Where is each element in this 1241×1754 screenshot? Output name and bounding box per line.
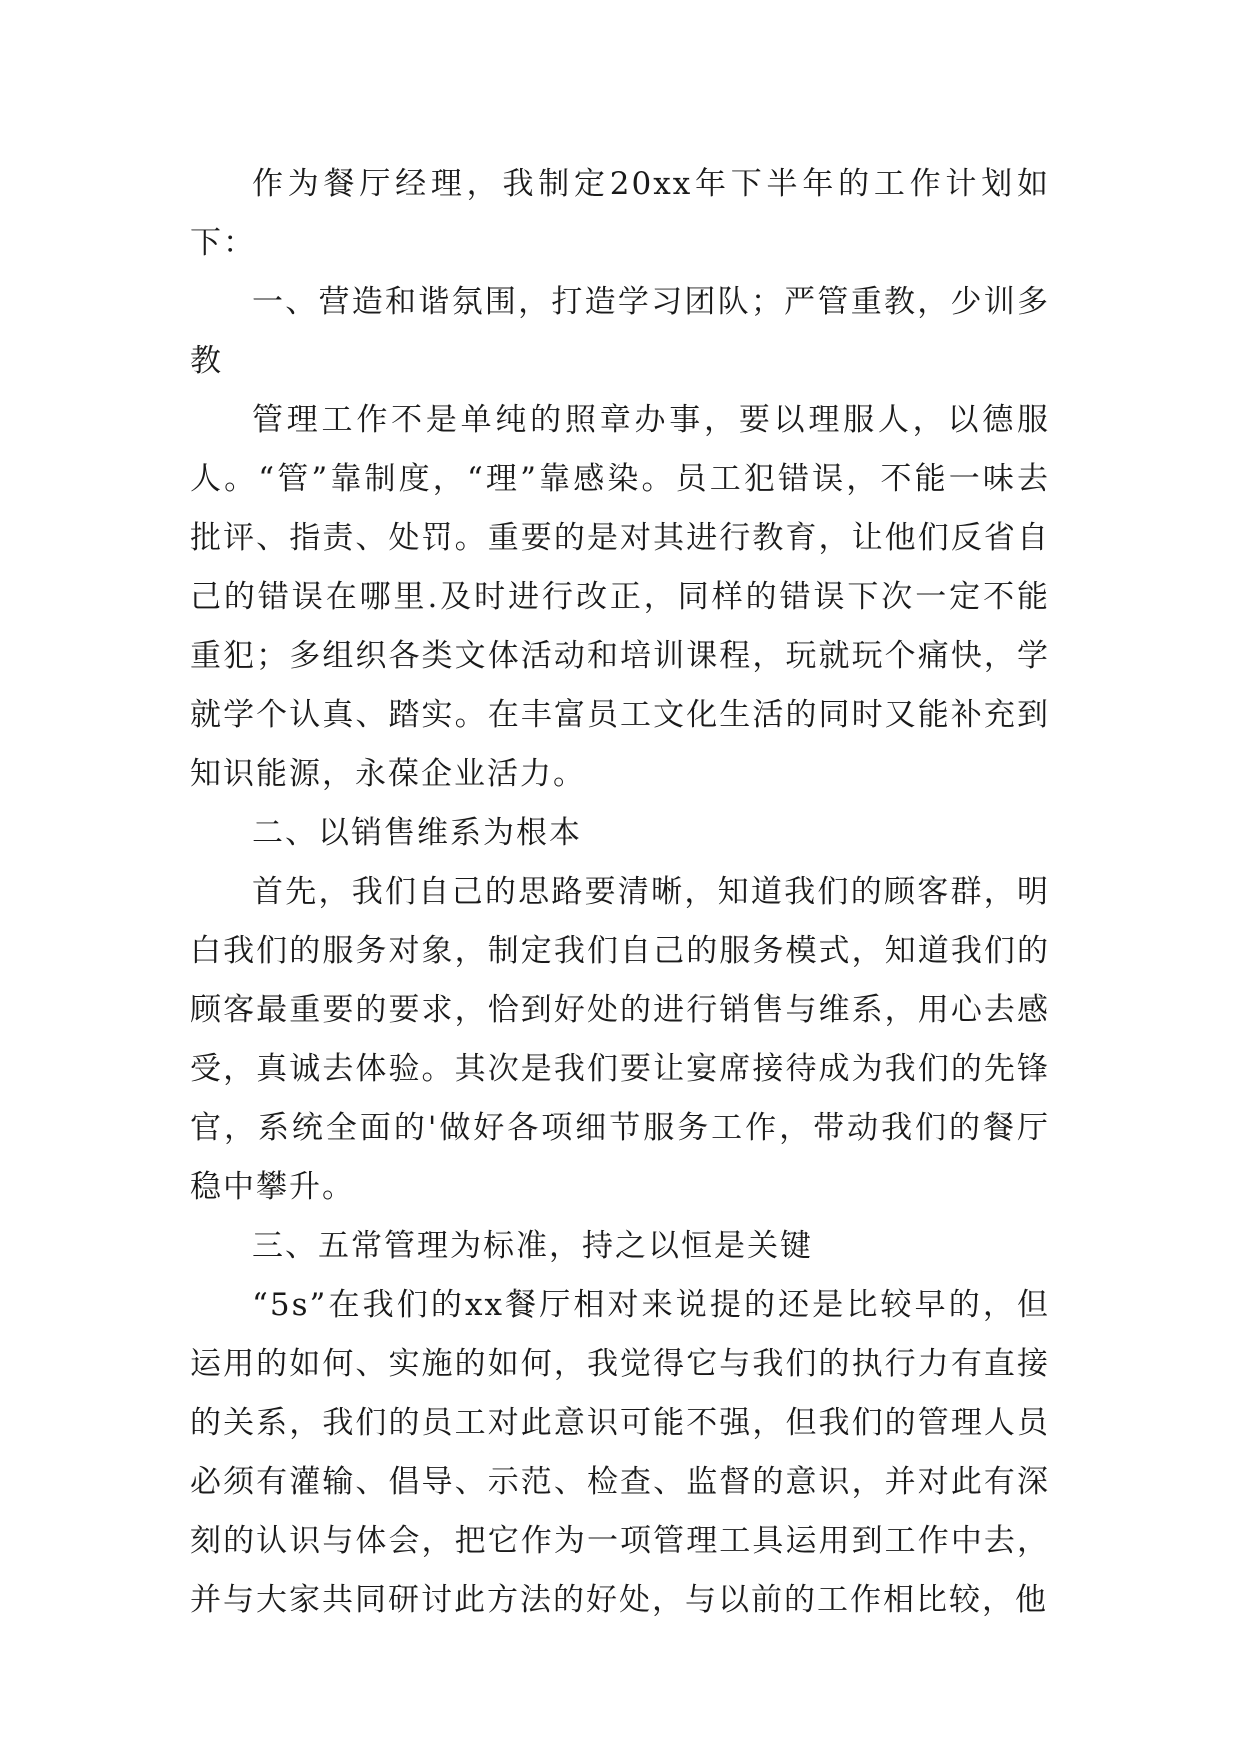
body-paragraph-2: 首先，我们自己的思路要清晰，知道我们的顾客群，明白我们的服务对象，制定我们自己的服务模式，知道我们的顾客最重要的要求，恰到好处的进行销售与维系，用心去感受，真诚去体验。其次是我们要让宴席接待成为我们的先锋官，系统全面的'做好各项细节服务工作，带动我们的餐厅稳中攀升。 (190, 874, 1050, 1205)
document-body (190, 155, 1050, 1630)
intro-paragraph: 作为餐厅经理，我制定20xx年下半年的工作计划如下： (190, 166, 1050, 261)
section-heading-3: 三、五常管理为标准，持之以恒是关键 (252, 1228, 813, 1264)
section-heading-1: 一、营造和谐氛围，打造学习团队；严管重教，少训多教 (190, 284, 1050, 379)
section-heading-2: 二、以销售维系为根本 (252, 815, 582, 851)
body-paragraph-3: “5s”在我们的xx餐厅相对来说提的还是比较早的，但运用的如何、实施的如何，我觉得它与我们的执行力有直接的关系，我们的员工对此意识可能不强，但我们的管理人员必须有灌输、倡导、示范、检查、监督的意识，并对此有深刻的认识与体会，把它作为一项管理工具运用到工作中去，并与大家共同研讨此方法的好处，与以前的工作相比较，他 (190, 1287, 1050, 1618)
body-paragraph-1: 管理工作不是单纯的照章办事，要以理服人，以德服人。“管”靠制度，“理”靠感染。员工犯错误，不能一味去批评、指责、处罚。重要的是对其进行教育，让他们反省自己的错误在哪里.及时进行改正，同样的错误下次一定不能重犯；多组织各类文体活动和培训课程，玩就玩个痛快，学就学个认真、踏实。在丰富员工文化生活的同时又能补充到知识能源，永葆企业活力。 (190, 402, 1050, 792)
